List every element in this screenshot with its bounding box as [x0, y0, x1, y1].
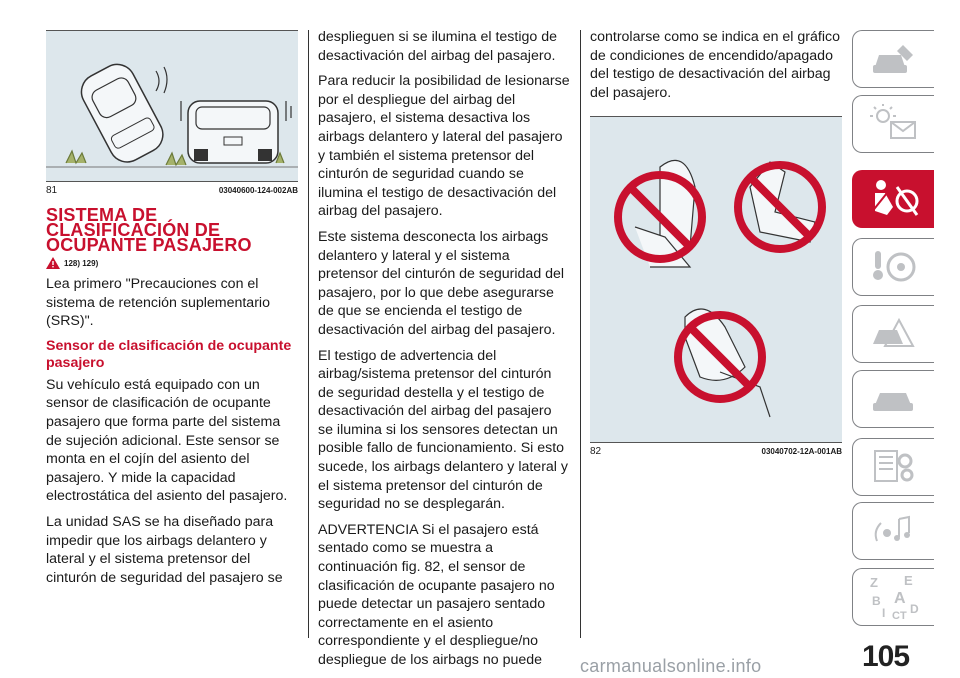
column-divider	[580, 30, 581, 638]
airbag-safety-icon	[867, 177, 921, 221]
intro-paragraph: Lea primero "Precauciones con el sistema de retención suplementario (SRS)".	[46, 276, 270, 330]
figure-81	[46, 30, 298, 181]
starting-driving-icon	[869, 247, 919, 287]
tab-technical-data[interactable]	[852, 438, 934, 496]
tab-starting-driving[interactable]	[852, 238, 934, 296]
car-rollover-illustration	[46, 31, 298, 181]
warning-lights-icon	[869, 104, 919, 144]
column-1	[46, 30, 298, 594]
figure-number: 81	[46, 185, 58, 196]
tab-maintenance[interactable]	[852, 370, 934, 428]
column-3	[590, 28, 842, 457]
technical-data-icon	[869, 447, 919, 487]
warning-paragraph: ADVERTENCIA Si el pasajero está sentado como se muestra a continuación fig. 82, el sensor de clasificación de ocupante pasajero no puede detectar un pasajero sentado correctamente en el asiento correspondiente y el despliegue/no despliegue de los airbags no puede	[318, 521, 555, 668]
figure-code: 03040600-124-002AB	[218, 186, 298, 195]
tab-index[interactable]	[852, 568, 934, 626]
paragraph: Este sistema desconecta los airbags delantero y lateral y el sistema pretensor del cinturón de seguridad del pasajero, por lo que debe asegurarse de que se encienda el testigo de desactivación del airbag del pasajero.	[318, 228, 565, 338]
svg-text:I: I	[881, 606, 885, 620]
paragraph: La unidad SAS se ha diseñado para impedir que los airbags delantero y lateral y el sistema pretensor del cinturón de seguridad del pasajero se	[46, 513, 283, 586]
prohibited-posture-3	[678, 309, 770, 417]
warning-reference: 128) 129)	[46, 257, 298, 269]
subsection-title: Sensor de clasificación de ocupante pasajero	[46, 337, 292, 371]
incorrect-seating-illustration	[590, 117, 842, 442]
paragraph: Para reducir la posibilidad de lesionarse por el despliegue del airbag del pasajero, el sistema desactiva los airbags delantero y lateral del pasajero y también el sistema pretensor del cinturón de seguridad cuando se ilumina el testigo de desactivación del airbag del pasajero.	[318, 73, 570, 220]
emergency-icon	[869, 314, 919, 354]
svg-text:A: A	[893, 590, 906, 607]
multimedia-icon	[869, 511, 919, 551]
svg-text:T: T	[899, 610, 907, 621]
figure-82-caption	[590, 442, 842, 457]
section-title: SISTEMA DE CLASIFICACIÓN DE OCUPANTE PASAJERO	[46, 205, 252, 255]
figure-code: 03040702-12A-001AB	[761, 447, 842, 457]
tab-emergency[interactable]	[852, 305, 934, 363]
figure-82	[590, 116, 842, 442]
maintenance-icon	[869, 379, 919, 419]
svg-text:B: B	[871, 594, 881, 608]
paragraph: Su vehículo está equipado con un sensor de clasificación de ocupante pasajero que forma parte del sistema de sujeción adicional. Este sensor se monta en el cojín del asiento del pasajero. Y mide la capacidad electrostática del asiento del pasajero.	[46, 376, 288, 505]
svg-text:C: C	[891, 610, 900, 621]
column-2	[318, 28, 570, 677]
svg-text:E: E	[903, 573, 913, 588]
column-divider	[308, 30, 309, 638]
svg-text:D: D	[909, 602, 919, 616]
tab-airbag-safety[interactable]	[852, 170, 934, 228]
tab-multimedia[interactable]	[852, 502, 934, 560]
index-icon	[866, 573, 922, 621]
car-info-icon	[869, 39, 919, 79]
prohibited-posture-1	[618, 161, 702, 268]
watermark: carmanualsonline.info	[580, 656, 762, 676]
page-number: 105	[862, 640, 910, 673]
tab-car-info[interactable]	[852, 30, 934, 88]
paragraph: desplieguen si se ilumina el testigo de desactivación del airbag del pasajero.	[318, 29, 557, 64]
svg-text:Z: Z	[869, 575, 878, 590]
paragraph: controlarse como se indica en el gráfico de condiciones de encendido/apagado del testigo de desactivación del airbag del pasajero.	[590, 29, 840, 101]
prohibited-posture-2	[738, 162, 822, 249]
figure-81-caption	[46, 181, 298, 196]
paragraph: El testigo de advertencia del airbag/sistema pretensor del cinturón de seguridad destella y el testigo de desactivación del airbag del pasajero se ilumina si los sensores detectan un posible fallo de funcionamiento. Si esto sucede, los airbags delantero y lateral y el sistema pretensor del cinturón de seguridad no se desplegarán.	[318, 347, 568, 513]
tab-warning-lights[interactable]	[852, 95, 934, 153]
figure-number: 82	[590, 446, 602, 458]
warning-triangle-icon	[46, 257, 60, 269]
